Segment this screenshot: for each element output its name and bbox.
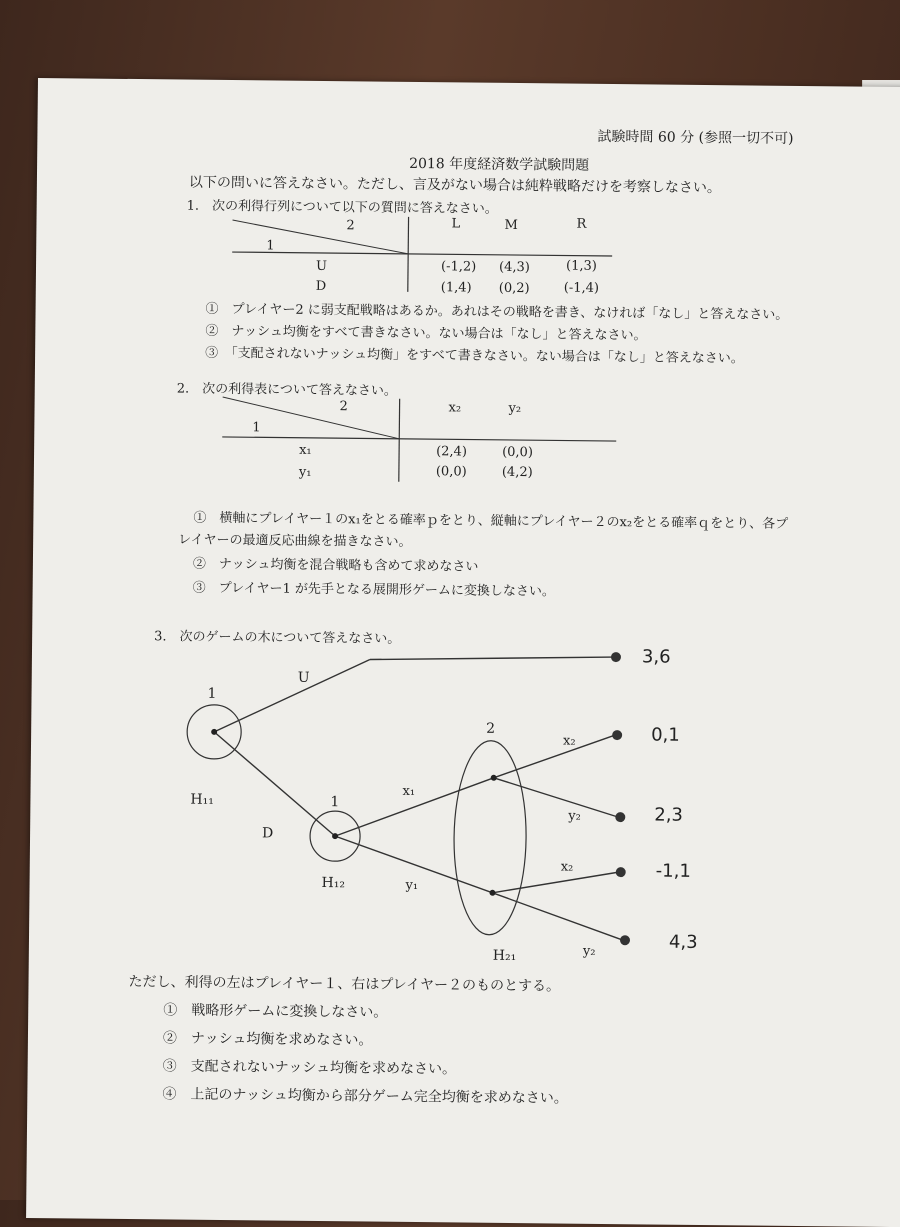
q1-player1-label: 1 [266, 238, 275, 254]
q1-cell-DM: (0,2) [498, 280, 530, 297]
tree-label-H11: H₁₁ [190, 791, 214, 808]
q3-item-2: ② ナッシュ均衡を求めなさい。 [162, 1030, 373, 1049]
branch-D [213, 732, 336, 836]
q1-item-2: ② ナッシュ均衡をすべて書きなさい。ない場合は「なし」と答えなさい。 [205, 323, 647, 344]
q1-col-R: R [576, 216, 587, 232]
terminal-3 [615, 812, 625, 822]
tree-label-x2-upper: x₂ [563, 733, 576, 749]
q2-row-y1: y₁ [298, 464, 312, 480]
q2-player1-label: 1 [252, 420, 261, 436]
branch-x2-lower [492, 871, 618, 894]
terminal-5 [620, 935, 630, 945]
node-H21-lower [489, 890, 495, 896]
q2-cell-y1x2: (0,0) [435, 464, 467, 480]
q2-row-x1: x₁ [299, 442, 312, 458]
exam-time-note: 試験時間 60 分 (参照一切不可) [597, 128, 794, 147]
tree-player1-node: 1 [330, 794, 340, 811]
q1-item-1: ① プレイヤー2 に弱支配戦略はあるか。あれはその戦略を書き、なければ「なし」と答えなさい。 [205, 301, 789, 323]
q2-cell-x1x2: (2,4) [436, 444, 468, 460]
q1-cell-DL: (1,4) [440, 280, 472, 296]
payoff-5: 4,3 [668, 931, 698, 953]
q1-cell-DR: (-1,4) [563, 280, 600, 296]
payoff-4: -1,1 [655, 860, 691, 882]
q1-row-U: U [315, 258, 328, 275]
tree-label-x2-lower: x₂ [560, 859, 574, 875]
exam-title: 2018 年度経済数学試験問題 [409, 155, 590, 174]
q2-cell-x1y2: (0,0) [502, 444, 534, 461]
q1-heading: 1. 次の利得行列について以下の質問に答えなさい。 [186, 198, 498, 217]
q2-cell-y1y2: (4,2) [501, 464, 533, 481]
tree-player2: 2 [486, 720, 496, 737]
tree-label-x1: x₁ [402, 783, 416, 799]
q3-item-3: ③ 支配されないナッシュ均衡を求めなさい。 [162, 1058, 457, 1078]
tree-label-H12: H₁₂ [321, 875, 346, 892]
payoff-3: 2,3 [654, 804, 684, 826]
branch-y2-lower [492, 893, 623, 940]
branch-U-ext [370, 655, 614, 663]
q2-item-1: ① 横軸にプレイヤー１のx₁をとる確率ｐをとり、縦軸にプレイヤー２のx₂をとる確率ｑをとり、各プ [193, 510, 789, 532]
q2-item-3: ③ プレイヤー1 が先手となる展開形ゲームに変換しなさい。 [192, 580, 555, 600]
terminal-2 [612, 730, 622, 740]
branch-x2-upper [494, 734, 615, 779]
q2-col-y2: y₂ [508, 400, 522, 417]
q2-heading: 2. 次の利得表について答えなさい。 [176, 381, 397, 399]
payoff-1: 3,6 [641, 646, 671, 668]
q3-note: ただし、利得の左はプレイヤー１、右はプレイヤー２のものとする。 [128, 973, 561, 995]
q2-item-1-cont: レイヤーの最適反応曲線を描きなさい。 [178, 532, 412, 550]
tree-label-y2-upper: y₂ [568, 808, 581, 824]
q1-row-D: D [315, 278, 327, 295]
node-H21-upper [491, 775, 497, 781]
game-tree [26, 78, 900, 1227]
q3-heading: 3. 次のゲームの木について答えなさい。 [154, 629, 401, 647]
branch-U [214, 658, 370, 734]
tree-label-y1: y₁ [405, 877, 419, 894]
q2-item-2: ② ナッシュ均衡を混合戦略も含めて求めなさい [192, 556, 479, 575]
tree-label-y2-lower: y₂ [582, 943, 596, 959]
terminal-4 [616, 867, 626, 877]
q3-item-1: ① 戦略形ゲームに変換しなさい。 [163, 1002, 388, 1021]
tree-label-U: U [297, 669, 310, 686]
q1-cell-UR: (1,3) [565, 258, 597, 274]
exam-sheet [26, 78, 900, 1227]
q1-col-M: M [504, 217, 518, 234]
branch-y2-upper [493, 778, 618, 817]
q1-cell-UM: (4,3) [498, 259, 530, 276]
tree-label-H21: H₂₁ [492, 947, 517, 965]
q1-player2-label: 2 [346, 218, 355, 234]
terminal-1 [611, 652, 621, 662]
exam-intro: 以下の問いに答えなさい。ただし、言及がない場合は純粋戦略だけを考察しなさい。 [188, 174, 721, 197]
tree-player1-root: 1 [207, 685, 217, 702]
q2-player2-label: 2 [339, 399, 348, 415]
tree-label-D: D [262, 825, 274, 842]
q1-item-3: ③ 「支配されないナッシュ均衡」をすべて書きなさい。ない場合は「なし」と答えなさい。 [205, 345, 744, 367]
q1-col-L: L [451, 216, 461, 232]
q3-item-4: ④ 上記のナッシュ均衡から部分ゲーム完全均衡を求めなさい。 [162, 1086, 568, 1107]
q1-cell-UL: (-1,2) [440, 259, 477, 275]
payoff-2: 0,1 [651, 724, 680, 746]
q2-col-x2: x₂ [448, 400, 462, 416]
